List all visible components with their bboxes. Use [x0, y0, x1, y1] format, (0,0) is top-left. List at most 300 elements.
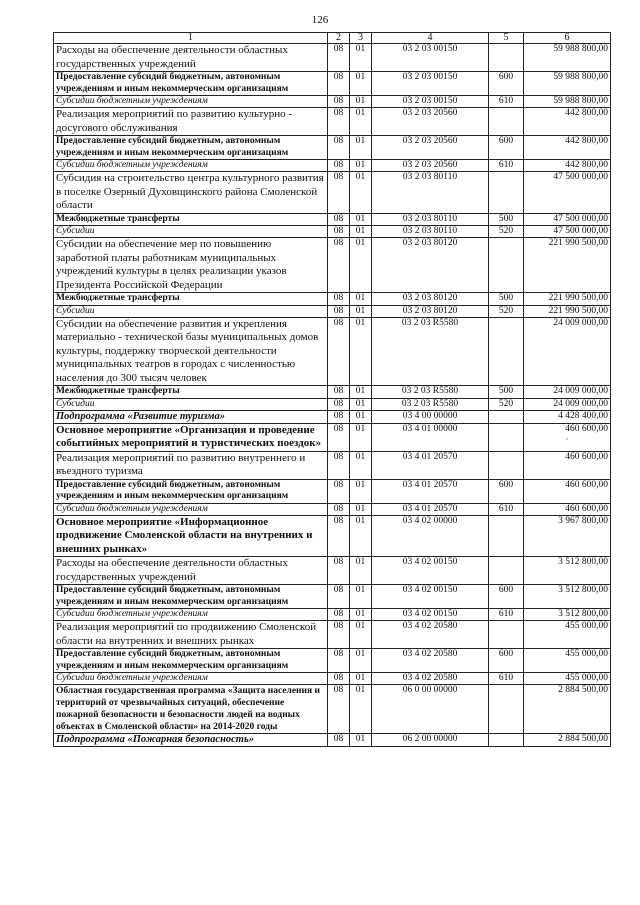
target-article-code — [372, 72, 489, 96]
header-col-5: 5 — [489, 33, 524, 44]
section-code — [328, 685, 350, 734]
amount-text: 460 600,00 — [565, 451, 608, 462]
target-article-code — [372, 621, 489, 649]
amount — [524, 386, 611, 399]
subsection-code-text: 01 — [355, 317, 366, 328]
target-article-code-text: 03 2 03 20560 — [402, 136, 458, 146]
target-article-code-text: 03 2 03 80110 — [402, 226, 458, 236]
target-article-code — [372, 673, 489, 685]
amount — [524, 673, 611, 685]
section-code — [328, 238, 350, 293]
section-code-text: 08 — [333, 423, 344, 434]
expense-type-code-text: 600 — [498, 72, 514, 82]
row-name — [54, 423, 328, 451]
expense-type-code — [489, 305, 524, 317]
subsection-code-text: 01 — [355, 515, 366, 526]
amount — [524, 160, 611, 172]
amount — [524, 685, 611, 734]
subsection-code-text: 01 — [355, 226, 366, 236]
section-code — [328, 649, 350, 673]
expense-type-code — [489, 213, 524, 226]
section-code — [328, 108, 350, 136]
table-row — [54, 410, 611, 423]
row-name — [54, 649, 328, 673]
table-row — [54, 136, 611, 160]
target-article-code-text: 03 2 03 80120 — [402, 238, 458, 248]
section-code — [328, 398, 350, 410]
row-name-text: Предоставление субсидий бюджетным, автономным учреждениям и иным некоммерческим организациям — [56, 479, 289, 501]
section-code-text: 08 — [333, 317, 344, 328]
table-row — [54, 515, 611, 557]
table-row — [54, 108, 611, 136]
amount — [524, 621, 611, 649]
section-code — [328, 515, 350, 557]
subsection-code — [350, 734, 372, 747]
amount-text: 47 500 000,00 — [553, 213, 608, 224]
row-name-text: Расходы на обеспечение деятельности областных государственных учреждений — [56, 557, 288, 583]
expense-type-code-text: 600 — [498, 585, 514, 595]
row-name-text: Субсидии — [56, 398, 95, 409]
expense-type-code — [489, 136, 524, 160]
amount-text: 24 009 000,00 — [553, 386, 608, 396]
row-name — [54, 238, 328, 293]
row-name-text: Областная государственная программа «Защита населения и территорий от чрезвычайных ситуаций, обеспечение пожарной безопасности и безопасности людей на водных объектах в Смоленской области» на 2014-2020 годы — [56, 686, 320, 732]
target-article-code-text: 03 4 01 00000 — [402, 423, 458, 434]
target-article-code-text: 03 2 03 80110 — [402, 213, 458, 224]
section-code-text: 08 — [333, 609, 344, 619]
subsection-code-text: 01 — [355, 423, 366, 434]
table-row — [54, 72, 611, 96]
expense-type-code — [489, 226, 524, 238]
target-article-code-text: 03 2 03 20560 — [402, 108, 458, 118]
section-code — [328, 305, 350, 317]
subsection-code — [350, 96, 372, 108]
row-name-text: Межбюджетные трансферты — [56, 386, 180, 396]
amount-text: 455 000,00 — [565, 673, 608, 683]
section-code-text: 08 — [333, 649, 344, 659]
amount — [524, 503, 611, 515]
row-name-text: Субсидия на строительство центра культурного развития в поселке Озерный Духовщинского района Смоленской области — [56, 172, 324, 211]
subsection-code-text: 01 — [355, 685, 366, 695]
expense-type-code-text: 500 — [498, 213, 514, 224]
table-row — [54, 609, 611, 621]
amount — [524, 515, 611, 557]
expense-type-code — [489, 293, 524, 306]
table-row — [54, 585, 611, 609]
table-row — [54, 160, 611, 172]
row-name — [54, 451, 328, 479]
subsection-code — [350, 423, 372, 451]
target-article-code — [372, 734, 489, 747]
target-article-code-text: 03 4 01 20570 — [402, 479, 458, 490]
subsection-code-text: 01 — [355, 398, 366, 409]
target-article-code — [372, 305, 489, 317]
target-article-code — [372, 609, 489, 621]
row-name — [54, 479, 328, 503]
amount-text: 460 600,00 — [565, 423, 608, 434]
expense-type-code-text: 610 — [498, 503, 514, 514]
amount-text: 24 009 000,00 — [553, 398, 608, 409]
row-name — [54, 386, 328, 399]
subsection-code-text: 01 — [355, 451, 366, 462]
table-row — [54, 386, 611, 399]
subsection-code-text: 01 — [355, 305, 366, 316]
row-name-text: Субсидии на обеспечение развития и укрепления материально - технической базы муниципальных домов культуры, поддержку творческой деятельности муниципальных театров в городах с численностью населения до 300 тысяч человек — [56, 317, 319, 384]
target-article-code-text: 03 4 02 20580 — [402, 621, 458, 631]
amount — [524, 479, 611, 503]
expense-type-code-text: 610 — [498, 609, 514, 619]
subsection-code — [350, 136, 372, 160]
header-col-1: 1 — [54, 33, 328, 44]
row-name-text: Межбюджетные трансферты — [56, 293, 180, 303]
section-code — [328, 479, 350, 503]
target-article-code — [372, 213, 489, 226]
section-code — [328, 72, 350, 96]
row-name — [54, 557, 328, 585]
subsection-code — [350, 649, 372, 673]
budget-table — [53, 32, 611, 747]
amount — [524, 172, 611, 214]
header-col-6: 6 — [524, 33, 611, 44]
expense-type-code-text: 610 — [498, 673, 514, 683]
row-name — [54, 305, 328, 317]
table-row — [54, 398, 611, 410]
row-name — [54, 398, 328, 410]
target-article-code — [372, 386, 489, 399]
target-article-code — [372, 423, 489, 451]
subsection-code — [350, 410, 372, 423]
section-code-text: 08 — [333, 136, 344, 146]
subsection-code — [350, 172, 372, 214]
section-code-text: 08 — [333, 226, 344, 236]
row-name-text: Субсидии бюджетным учреждениям — [56, 96, 208, 106]
subsection-code-text: 01 — [355, 238, 366, 248]
expense-type-code-text: 520 — [498, 398, 514, 409]
section-code — [328, 423, 350, 451]
row-name-text: Субсидии бюджетным учреждениям — [56, 609, 208, 619]
section-code — [328, 293, 350, 306]
amount — [524, 72, 611, 96]
subsection-code — [350, 44, 372, 72]
subsection-code — [350, 213, 372, 226]
row-name — [54, 213, 328, 226]
target-article-code — [372, 585, 489, 609]
expense-type-code — [489, 621, 524, 649]
amount-text: 24 009 000,00 — [553, 317, 608, 328]
row-name — [54, 734, 328, 747]
amount — [524, 398, 611, 410]
subsection-code-text: 01 — [355, 649, 366, 659]
amount — [524, 213, 611, 226]
expense-type-code — [489, 479, 524, 503]
amount-text: 442 800,00 — [565, 136, 608, 146]
amount-text: 59 988 800,00 — [553, 96, 608, 106]
section-code — [328, 172, 350, 214]
row-name-text: Предоставление субсидий бюджетным, автономным учреждениям и иным некоммерческим организациям — [56, 585, 289, 607]
amount-text: 3 512 800,00 — [558, 585, 608, 595]
subsection-code-text: 01 — [355, 160, 366, 170]
amount-text: 4 428 400,00 — [558, 410, 608, 421]
expense-type-code-text: 500 — [498, 386, 514, 396]
table-row — [54, 557, 611, 585]
target-article-code — [372, 160, 489, 172]
section-code-text: 08 — [333, 685, 344, 695]
expense-type-code — [489, 108, 524, 136]
target-article-code — [372, 136, 489, 160]
expense-type-code — [489, 386, 524, 399]
table-row — [54, 621, 611, 649]
expense-type-code-text: 610 — [498, 96, 514, 106]
target-article-code-text: 03 4 01 20570 — [402, 451, 458, 462]
subsection-code — [350, 585, 372, 609]
target-article-code — [372, 172, 489, 214]
row-name — [54, 673, 328, 685]
row-name — [54, 621, 328, 649]
amount-text: 442 800,00 — [565, 108, 608, 118]
subsection-code-text: 01 — [355, 108, 366, 118]
target-article-code-text: 03 2 03 80120 — [402, 305, 458, 316]
amount-text: 455 000,00 — [565, 649, 608, 659]
section-code — [328, 226, 350, 238]
table-row — [54, 423, 611, 451]
amount-text: 221 990 500,00 — [548, 238, 608, 248]
section-code-text: 08 — [333, 734, 344, 744]
table-row — [54, 44, 611, 72]
subsection-code — [350, 386, 372, 399]
row-name-text: Предоставление субсидий бюджетным, автономным учреждениям и иным некоммерческим организациям — [56, 136, 289, 158]
section-code — [328, 585, 350, 609]
row-name-text: Субсидии — [56, 226, 95, 236]
table-row — [54, 649, 611, 673]
amount-text: 442 800,00 — [565, 160, 608, 170]
target-article-code-text: 06 0 00 00000 — [402, 685, 458, 695]
section-code-text: 08 — [333, 410, 344, 421]
subsection-code — [350, 673, 372, 685]
expense-type-code-text: 520 — [498, 226, 514, 236]
table-row — [54, 734, 611, 747]
subsection-code-text: 01 — [355, 44, 366, 54]
expense-type-code-text: 600 — [498, 649, 514, 659]
section-code-text: 08 — [333, 160, 344, 170]
amount — [524, 410, 611, 423]
row-name — [54, 503, 328, 515]
amount — [524, 238, 611, 293]
amount — [524, 108, 611, 136]
amount — [524, 96, 611, 108]
section-code — [328, 136, 350, 160]
subsection-code — [350, 108, 372, 136]
expense-type-code — [489, 585, 524, 609]
section-code — [328, 503, 350, 515]
section-code — [328, 44, 350, 72]
amount — [524, 317, 611, 386]
subsection-code — [350, 503, 372, 515]
table-row — [54, 317, 611, 386]
subsection-code-text: 01 — [355, 609, 366, 619]
dot-mark: · — [565, 433, 569, 444]
section-code — [328, 386, 350, 399]
target-article-code-text: 03 2 03 80120 — [402, 293, 458, 303]
expense-type-code — [489, 160, 524, 172]
subsection-code — [350, 479, 372, 503]
subsection-code-text: 01 — [355, 172, 366, 182]
page-number: 126 — [311, 14, 329, 26]
amount — [524, 226, 611, 238]
expense-type-code — [489, 398, 524, 410]
target-article-code-text: 03 2 03 00150 — [402, 96, 458, 106]
subsection-code — [350, 451, 372, 479]
subsection-code — [350, 293, 372, 306]
subsection-code-text: 01 — [355, 673, 366, 683]
expense-type-code — [489, 96, 524, 108]
target-article-code — [372, 685, 489, 734]
amount — [524, 609, 611, 621]
row-name-text: Подпрограмма «Пожарная безопасность» — [56, 734, 255, 745]
row-name — [54, 72, 328, 96]
expense-type-code — [489, 317, 524, 386]
subsection-code — [350, 609, 372, 621]
target-article-code-text: 03 4 02 00150 — [402, 557, 458, 567]
row-name-text: Основное мероприятие «Информационное продвижение Смоленской области на внутренних и внешних рынках» — [56, 515, 313, 555]
row-name — [54, 226, 328, 238]
target-article-code — [372, 451, 489, 479]
expense-type-code — [489, 451, 524, 479]
row-name-text: Субсидии бюджетным учреждениям — [56, 503, 208, 514]
section-code-text: 08 — [333, 305, 344, 316]
amount-text: 59 988 800,00 — [553, 44, 608, 54]
target-article-code-text: 06 2 00 00000 — [402, 734, 458, 744]
target-article-code — [372, 649, 489, 673]
subsection-code-text: 01 — [355, 213, 366, 224]
target-article-code — [372, 557, 489, 585]
table-row — [54, 172, 611, 214]
section-code — [328, 734, 350, 747]
section-code-text: 08 — [333, 172, 344, 182]
expense-type-code — [489, 238, 524, 293]
amount-text: 460 600,00 — [565, 503, 608, 514]
subsection-code-text: 01 — [355, 557, 366, 567]
section-code — [328, 621, 350, 649]
table-row — [54, 451, 611, 479]
section-code — [328, 96, 350, 108]
subsection-code — [350, 621, 372, 649]
section-code-text: 08 — [333, 238, 344, 248]
amount-text: 3 967 800,00 — [558, 515, 608, 526]
expense-type-code — [489, 503, 524, 515]
row-name — [54, 410, 328, 423]
expense-type-code — [489, 557, 524, 585]
header-col-4: 4 — [372, 33, 489, 44]
expense-type-code — [489, 44, 524, 72]
expense-type-code-text: 500 — [498, 293, 514, 303]
amount-text: 460 600,00 — [565, 479, 608, 490]
target-article-code — [372, 44, 489, 72]
row-name — [54, 293, 328, 306]
amount — [524, 136, 611, 160]
section-code — [328, 609, 350, 621]
amount-text: 455 000,00 — [565, 621, 608, 631]
table-row — [54, 503, 611, 515]
target-article-code-text: 03 4 02 00150 — [402, 609, 458, 619]
subsection-code — [350, 685, 372, 734]
table-row — [54, 293, 611, 306]
amount — [524, 423, 611, 451]
section-code-text: 08 — [333, 398, 344, 409]
expense-type-code — [489, 673, 524, 685]
target-article-code — [372, 410, 489, 423]
subsection-code — [350, 226, 372, 238]
row-name-text: Подпрограмма «Развитие туризма» — [56, 410, 225, 422]
row-name-text: Субсидии на обеспечение мер по повышению заработной платы работникам муниципальных учреждений культуры в целях реализации указов Президента Российской Федерации — [56, 238, 287, 291]
subsection-code — [350, 317, 372, 386]
amount-text: 47 500 000,00 — [553, 172, 608, 182]
expense-type-code-text: 520 — [498, 305, 514, 316]
subsection-code-text: 01 — [355, 734, 366, 744]
row-name — [54, 108, 328, 136]
target-article-code-text: 03 2 03 R5580 — [401, 386, 459, 396]
amount — [524, 557, 611, 585]
amount-text: 3 512 800,00 — [558, 609, 608, 619]
section-code-text: 08 — [333, 621, 344, 631]
table-row — [54, 685, 611, 734]
amount — [524, 649, 611, 673]
target-article-code-text: 03 2 03 20560 — [402, 160, 458, 170]
amount — [524, 293, 611, 306]
subsection-code-text: 01 — [355, 479, 366, 490]
subsection-code-text: 01 — [355, 293, 366, 303]
target-article-code — [372, 108, 489, 136]
target-article-code — [372, 503, 489, 515]
target-article-code — [372, 226, 489, 238]
section-code-text: 08 — [333, 213, 344, 224]
target-article-code-text: 03 2 03 00150 — [402, 44, 458, 54]
expense-type-code — [489, 734, 524, 747]
expense-type-code-text: 600 — [498, 136, 514, 146]
row-name-text: Расходы на обеспечение деятельности областных государственных учреждений — [56, 44, 288, 70]
row-name — [54, 609, 328, 621]
amount — [524, 44, 611, 72]
amount-text: 2 884 500,00 — [558, 734, 608, 744]
amount-text: 221 990 500,00 — [548, 305, 608, 316]
subsection-code — [350, 557, 372, 585]
target-article-code — [372, 479, 489, 503]
subsection-code — [350, 160, 372, 172]
target-article-code-text: 03 2 03 80110 — [402, 172, 458, 182]
section-code — [328, 557, 350, 585]
section-code-text: 08 — [333, 479, 344, 490]
section-code-text: 08 — [333, 503, 344, 514]
expense-type-code — [489, 685, 524, 734]
amount — [524, 734, 611, 747]
target-article-code-text: 03 4 02 20580 — [402, 649, 458, 659]
row-name-text: Субсидии бюджетным учреждениям — [56, 160, 208, 170]
target-article-code-text: 03 4 02 20580 — [402, 673, 458, 683]
section-code-text: 08 — [333, 72, 344, 82]
subsection-code-text: 01 — [355, 96, 366, 106]
section-code-text: 08 — [333, 515, 344, 526]
subsection-code-text: 01 — [355, 386, 366, 396]
target-article-code — [372, 238, 489, 293]
table-row — [54, 305, 611, 317]
table-row — [54, 673, 611, 685]
header-col-3: 3 — [350, 33, 372, 44]
expense-type-code-text: 610 — [498, 160, 514, 170]
row-name — [54, 515, 328, 557]
row-name-text: Предоставление субсидий бюджетным, автономным учреждениям и иным некоммерческим организациям — [56, 72, 289, 94]
section-code-text: 08 — [333, 451, 344, 462]
amount-text: 47 500 000,00 — [553, 226, 608, 236]
row-name — [54, 136, 328, 160]
